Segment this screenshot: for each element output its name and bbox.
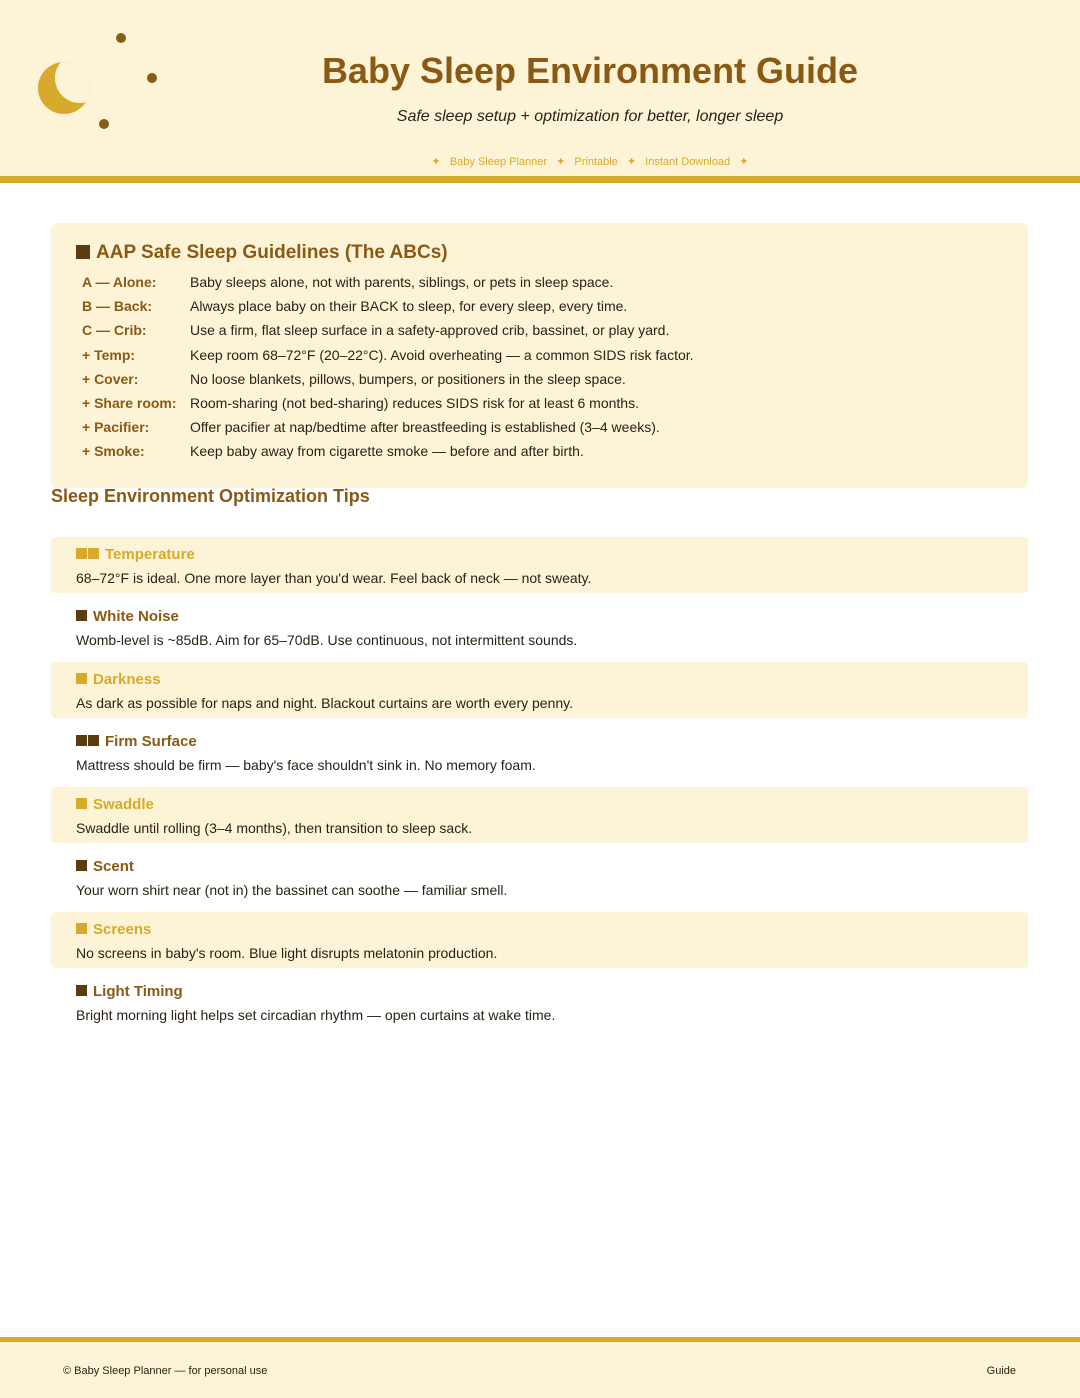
- square-bullet-icon: [88, 735, 99, 746]
- tip-title: [76, 921, 151, 938]
- tag-printable: Printable: [574, 156, 618, 168]
- tip-card-scent: [51, 849, 1028, 905]
- guidelines-panel: [51, 223, 1028, 488]
- square-bullet-icon: [76, 923, 87, 934]
- guideline-key: C — Crib:: [82, 322, 147, 338]
- tip-title-text: Screens: [93, 921, 152, 938]
- square-bullet-icon: [76, 798, 87, 809]
- guideline-key: + Cover:: [82, 371, 139, 387]
- tip-body: Swaddle until rolling (3–4 months), then transition to sleep sack.: [76, 820, 473, 836]
- guideline-value: Room-sharing (not bed-sharing) reduces SIDS risk for at least 6 months.: [190, 395, 639, 411]
- page-footer: [0, 1342, 1080, 1398]
- square-bullet-icon: [76, 673, 87, 684]
- footer-label: Guide: [986, 1365, 1016, 1377]
- tip-card-light-timing: [51, 974, 1028, 1030]
- guideline-value: Keep baby away from cigarette smoke — before and after birth.: [190, 443, 584, 459]
- tip-title-text: Light Timing: [93, 983, 183, 1000]
- tip-title-text: Firm Surface: [105, 733, 197, 750]
- tip-card-temperature: [51, 537, 1028, 593]
- guideline-value: Use a firm, flat sleep surface in a safety-approved crib, bassinet, or play yard.: [190, 322, 670, 338]
- tips-section-title: Sleep Environment Optimization Tips: [51, 486, 370, 506]
- tip-title-text: Darkness: [93, 671, 161, 688]
- guideline-value: Offer pacifier at nap/bedtime after breastfeeding is established (3–4 weeks).: [190, 419, 660, 435]
- square-bullet-icon: [76, 985, 87, 996]
- tag-line: [0, 155, 1080, 168]
- tip-body: Bright morning light helps set circadian rhythm — open curtains at wake time.: [76, 1007, 556, 1023]
- tip-body: Womb-level is ~85dB. Aim for 65–70dB. Use continuous, not intermittent sounds.: [76, 632, 578, 648]
- guideline-key: + Temp:: [82, 347, 136, 363]
- tip-title: [76, 733, 197, 750]
- tip-card-firm-surface: [51, 724, 1028, 780]
- guideline-value: Always place baby on their BACK to sleep, for every sleep, every time.: [190, 298, 628, 314]
- tag-separator: ✦: [739, 156, 749, 168]
- square-bullet-icon: [88, 548, 99, 559]
- tip-title-text: White Noise: [93, 608, 179, 625]
- tip-card-screens: [51, 912, 1028, 968]
- guidelines-title: [76, 242, 448, 264]
- square-bullet-icon: [76, 610, 87, 621]
- tag-separator: ✦: [626, 156, 637, 168]
- tag-baby-sleep-planner: Baby Sleep Planner: [449, 156, 548, 168]
- tip-body: 68–72°F is ideal. One more layer than you'd wear. Feel back of neck — not sweaty.: [76, 570, 592, 586]
- tip-title: [76, 983, 183, 1000]
- square-bullet-icon: [76, 860, 87, 871]
- guideline-value: Keep room 68–72°F (20–22°C). Avoid overheating — a common SIDS risk factor.: [190, 347, 694, 363]
- tip-card-swaddle: [51, 787, 1028, 843]
- tip-card-darkness: [51, 662, 1028, 718]
- tip-title: [76, 858, 134, 875]
- square-bullet-icon: [76, 735, 87, 746]
- tip-body: Your worn shirt near (not in) the bassinet can soothe — familiar smell.: [76, 882, 508, 898]
- guideline-value: Baby sleeps alone, not with parents, siblings, or pets in sleep space.: [190, 274, 614, 290]
- tip-title-text: Swaddle: [93, 796, 154, 813]
- tag-instant-download: Instant Download: [645, 156, 731, 168]
- tag-separator: ✦: [556, 156, 566, 168]
- star-dot-icon: [116, 33, 126, 43]
- tip-title: [76, 796, 154, 813]
- tip-body: Mattress should be firm — baby's face shouldn't sink in. No memory foam.: [76, 757, 536, 773]
- tip-body: No screens in baby's room. Blue light disrupts melatonin production.: [76, 945, 498, 961]
- guideline-key: + Share room:: [82, 395, 177, 411]
- page-title: Baby Sleep Environment Guide: [321, 50, 859, 91]
- tip-title-text: Scent: [93, 858, 134, 875]
- tag-separator: ✦: [431, 156, 441, 168]
- guideline-key: B — Back:: [82, 298, 153, 314]
- footer-copyright: © Baby Sleep Planner — for personal use: [63, 1365, 268, 1377]
- header-divider: [0, 176, 1080, 183]
- guideline-value: No loose blankets, pillows, bumpers, or positioners in the sleep space.: [190, 371, 626, 387]
- tip-body: As dark as possible for naps and night. Blackout curtains are worth every penny.: [76, 695, 574, 711]
- square-bullet-icon: [76, 548, 87, 559]
- guideline-key: + Smoke:: [82, 443, 145, 459]
- tip-title: [76, 671, 161, 688]
- page-subtitle: Safe sleep setup + optimization for better, longer sleep: [396, 108, 784, 125]
- square-bullet-icon: [76, 245, 90, 259]
- tip-title: [76, 546, 195, 563]
- tip-card-white-noise: [51, 599, 1028, 655]
- guidelines-title-text: AAP Safe Sleep Guidelines (The ABCs): [96, 242, 448, 263]
- guideline-key: + Pacifier:: [82, 419, 150, 435]
- guideline-key: A — Alone:: [82, 274, 157, 290]
- tip-title: [76, 608, 179, 625]
- page-header: [0, 0, 1080, 176]
- tip-title-text: Temperature: [105, 546, 195, 563]
